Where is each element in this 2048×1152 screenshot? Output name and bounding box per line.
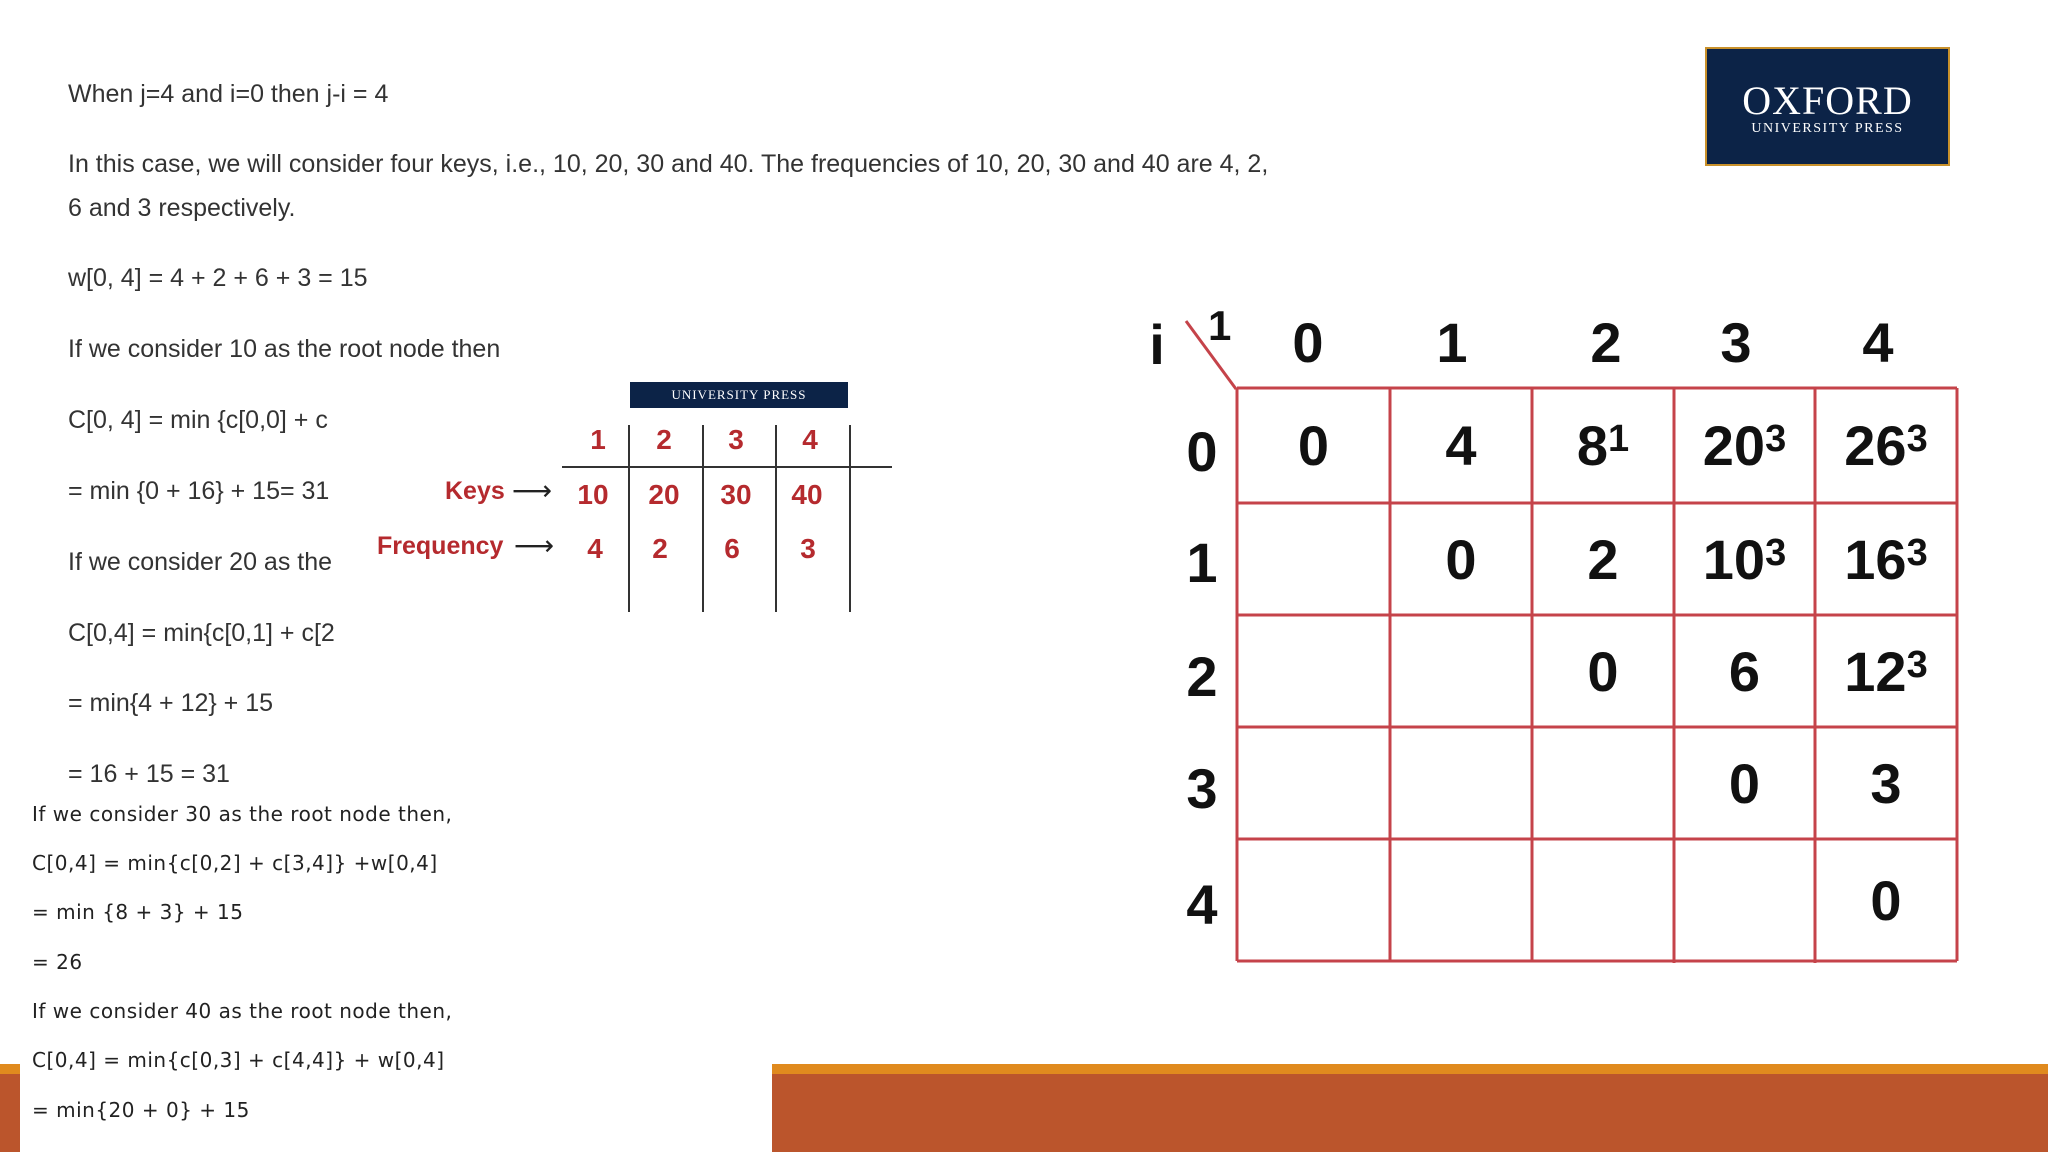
matrix-cell (1674, 727, 1815, 839)
frequency-value: 3 (800, 533, 816, 564)
matrix-cell (1674, 503, 1815, 615)
row-header: 1 (1186, 531, 1218, 594)
matrix-cell-value: 3 (1870, 751, 1902, 815)
row-header: 4 (1186, 873, 1218, 936)
matrix-cell (1532, 388, 1674, 503)
text-line: If we consider 20 as the (68, 548, 333, 576)
matrix-cell-value: 0 (1728, 751, 1761, 815)
matrix-cell (1390, 503, 1532, 615)
matrix-cell-value: 0 (1587, 639, 1619, 703)
axis-diagonal-line (1180, 315, 1240, 395)
key-value: 40 (791, 479, 823, 510)
university-press-banner: UNIVERSITY PRESS (630, 382, 848, 408)
logo-title: OXFORD (1742, 78, 1913, 123)
matrix-cell-root: 1 (1608, 418, 1630, 460)
matrix-cell-value: 4 (1445, 414, 1477, 477)
matrix-cell-root: 3 (1906, 531, 1928, 574)
text-line: If we consider 40 as the root node then, (32, 999, 453, 1023)
row-axis-label: i (1149, 313, 1165, 376)
matrix-cell (1532, 615, 1674, 727)
matrix-cell (1815, 388, 1957, 503)
matrix-cell-value: 8 (1576, 414, 1608, 477)
text-line: 6 and 3 respectively. (68, 194, 296, 222)
col-header: 4 (1862, 311, 1894, 374)
row-header: 2 (1186, 645, 1218, 708)
text-line: C[0, 4] = min {c[0,0] + c (68, 406, 328, 434)
matrix-cell-value: 0 (1297, 414, 1330, 477)
matrix-cell-value: 2 (1587, 527, 1619, 591)
text-line: C[0,4] = min{c[0,3] + c[4,4]} + w[0,4] (32, 1048, 445, 1072)
frequency-arrow-icon: ⟶ (514, 529, 555, 562)
text-line: = 26 (32, 950, 83, 974)
matrix-cell (1390, 388, 1532, 503)
matrix-cell-value: 0 (1870, 868, 1902, 932)
matrix-cell (1237, 388, 1390, 503)
text-line: = min{4 + 12} + 15 (68, 689, 274, 717)
key-index: 1 (590, 424, 606, 455)
matrix-cell (1532, 503, 1674, 615)
key-value: 30 (720, 479, 752, 510)
col-header: 0 (1292, 311, 1324, 374)
text-line: When j=4 and i=0 then j-i = 4 (68, 80, 389, 108)
text-line: w[0, 4] = 4 + 2 + 6 + 3 = 15 (68, 264, 368, 292)
oxford-logo (1705, 47, 1950, 166)
frequency-value: 6 (724, 533, 740, 564)
matrix-cell-root: 3 (1906, 418, 1928, 460)
col-header: 3 (1720, 311, 1752, 374)
key-index: 3 (728, 424, 744, 455)
frequency-value: 2 (652, 533, 668, 564)
key-index: 2 (656, 424, 672, 455)
matrix-cell-value: 0 (1445, 527, 1477, 591)
text-line: In this case, we will consider four keys, i.e., 10, 20, 30 and 40. The frequencies of 10, 20, 30 and 40 are 4, 2, (68, 150, 1269, 178)
text-line: = min {8 + 3} + 15 (32, 900, 244, 924)
key-value: 10 (577, 479, 609, 510)
text-line: If we consider 30 as the root node then, (32, 802, 453, 826)
keys-arrow-icon: ⟶ (512, 474, 553, 507)
matrix-cell (1674, 388, 1815, 503)
row-header: 0 (1186, 420, 1218, 483)
frequency-value: 4 (587, 533, 603, 564)
matrix-cell (1815, 727, 1957, 839)
text-line: = min{20 + 0} + 15 (32, 1098, 250, 1122)
frequency-label: Frequency (377, 532, 504, 560)
key-index: 4 (802, 424, 818, 455)
col-header: 2 (1590, 311, 1622, 374)
matrix-cell-root: 3 (1765, 418, 1787, 460)
matrix-cell-value: 26 (1844, 414, 1907, 477)
key-value: 20 (648, 479, 680, 510)
keys-label: Keys (445, 477, 505, 505)
col-header: 1 (1436, 311, 1468, 374)
logo-subtitle: UNIVERSITY PRESS (1751, 121, 1904, 136)
matrix-cell-root: 3 (1906, 643, 1928, 686)
matrix-cell-value: 10 (1702, 527, 1766, 591)
matrix-cell (1815, 615, 1957, 727)
text-line: If we consider 10 as the root node then (68, 335, 501, 363)
matrix-cell-value: 16 (1844, 527, 1907, 591)
text-line: C[0,4] = min{c[0,1] + c[2 (68, 619, 335, 647)
matrix-cell-value: 20 (1702, 414, 1766, 477)
matrix-cell-value: 12 (1844, 639, 1907, 703)
text-line: C[0,4] = min{c[0,2] + c[3,4]} +w[0,4] (32, 851, 438, 875)
matrix-cell (1815, 503, 1957, 615)
matrix-cell (1815, 839, 1957, 961)
row-header: 3 (1186, 757, 1218, 820)
matrix-cell-value: 6 (1728, 639, 1761, 703)
text-line: = min {0 + 16} + 15= 31 (68, 477, 330, 505)
text-line: = 16 + 15 = 31 (68, 760, 230, 788)
matrix-cell (1674, 615, 1815, 727)
matrix-cell-root: 3 (1765, 531, 1787, 574)
col-axis-label: 1 (1208, 302, 1232, 349)
